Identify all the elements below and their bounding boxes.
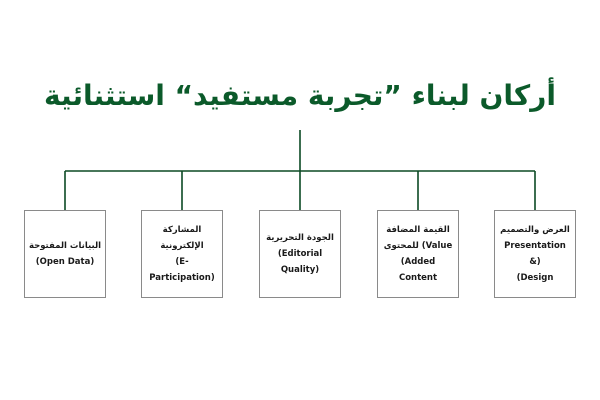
node-label-ar: العرض والتصميم bbox=[500, 225, 570, 235]
node-label-ar: القيمة المضافة bbox=[386, 225, 450, 235]
node-label-mixed: للمحتوى (Value bbox=[383, 241, 453, 251]
diagram-title: أركان لبناء ”تجربة مستفيد“ استثنائية bbox=[44, 79, 556, 112]
node-label-en: (E-Participation) bbox=[149, 257, 215, 283]
node-label-en: (Design bbox=[516, 273, 554, 283]
node-label-en: (Editorial Quality) bbox=[277, 249, 323, 275]
node-presentation-design bbox=[494, 210, 576, 298]
node-label-ar: البيانات المفتوحة bbox=[28, 241, 102, 251]
node-label-en: (Added Content bbox=[398, 257, 438, 283]
node-e-participation bbox=[141, 210, 223, 298]
node-label-ar: الجودة التحريرية bbox=[266, 233, 334, 243]
node-open-data bbox=[24, 210, 106, 298]
node-label-ar: المشاركة bbox=[162, 225, 202, 235]
node-label-en-2: Presentation &) bbox=[504, 241, 566, 267]
node-label-ar-2: الإلكترونية bbox=[160, 241, 204, 251]
node-label-en: (Open Data) bbox=[35, 257, 95, 267]
node-added-content-value bbox=[377, 210, 459, 298]
node-editorial-quality bbox=[259, 210, 341, 298]
